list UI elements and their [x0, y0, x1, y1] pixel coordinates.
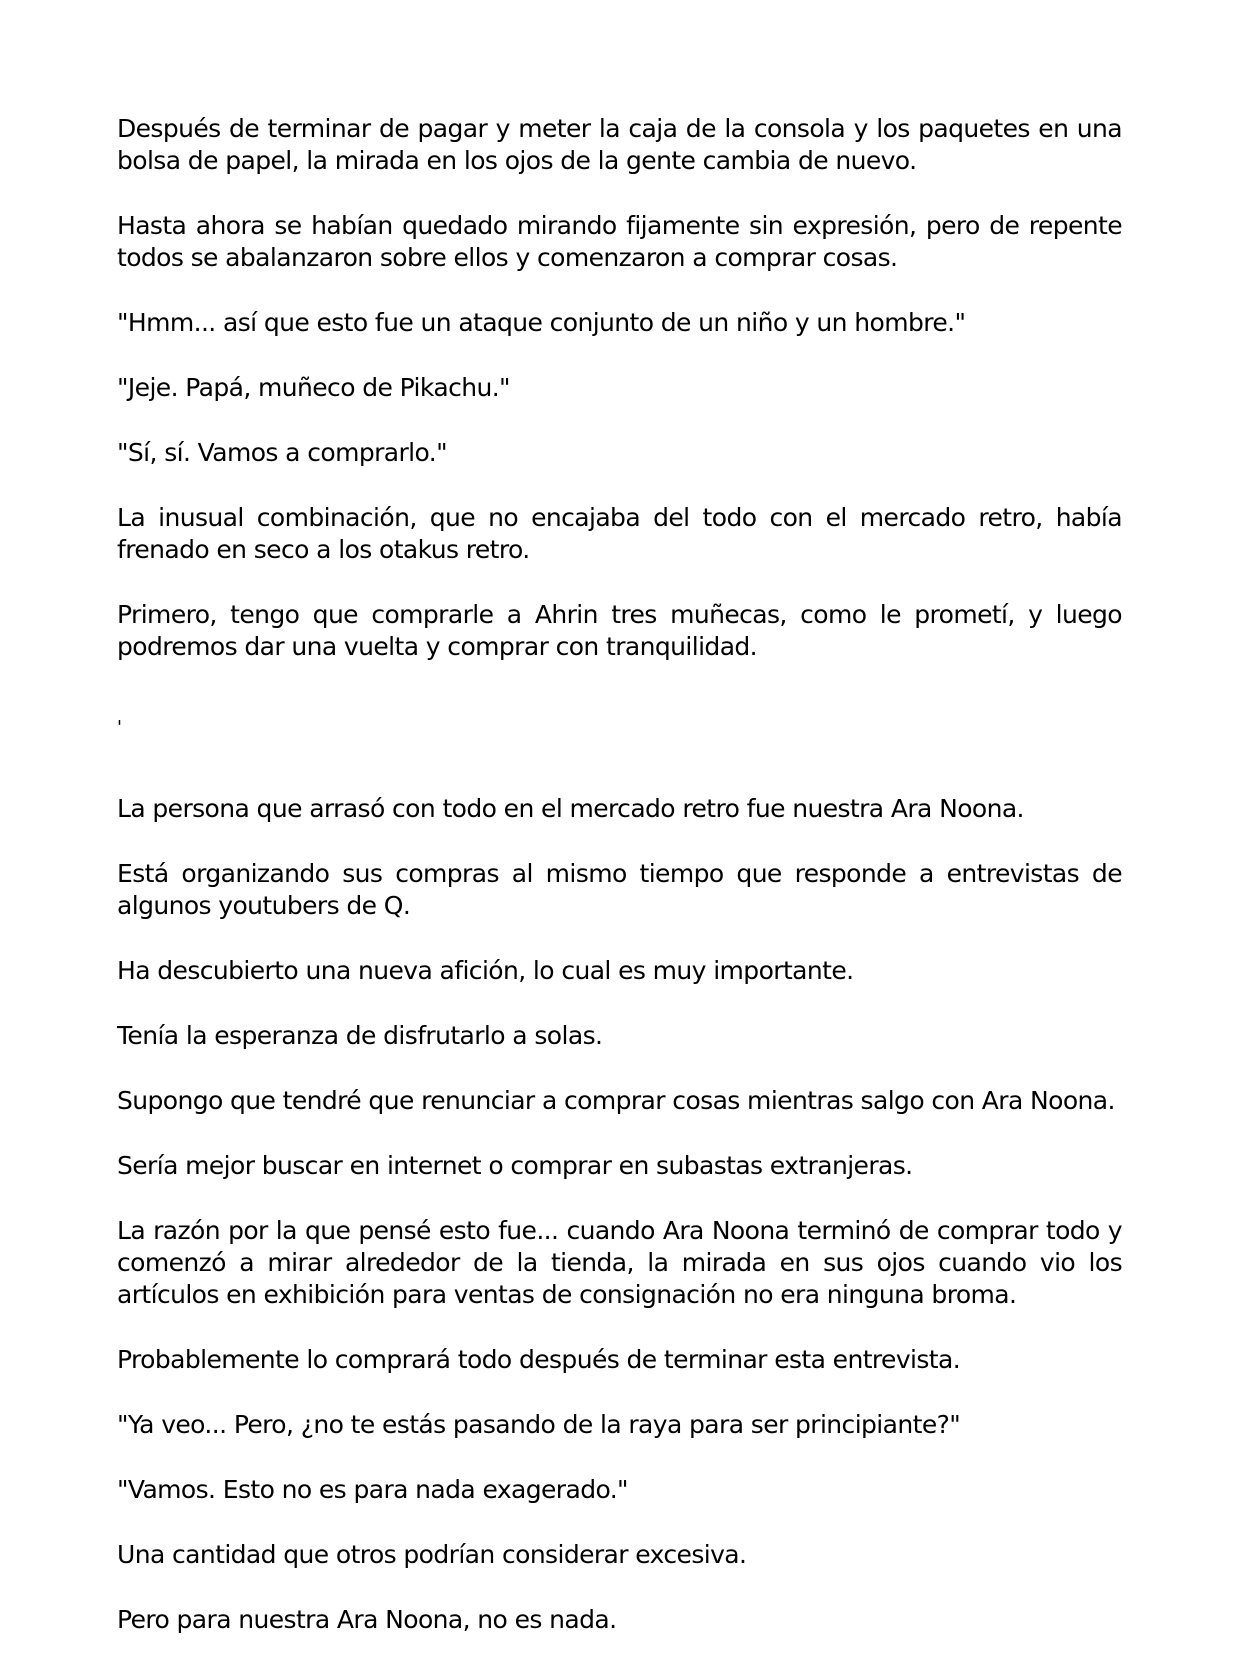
stray-mark: '	[117, 717, 122, 738]
paragraph: Ha descubierto una nueva afición, lo cual es muy importante.	[117, 956, 854, 985]
paragraph: Está organizando sus compras al mismo tiempo que responde a entrevistas de algunos youtubers de Q.	[117, 859, 1122, 920]
paragraph: La razón por la que pensé esto fue... cuando Ara Noona terminó de comprar todo y comenzó a mirar alrededor de la tienda, la mirada en sus ojos cuando vio los artículos en exhibición para ventas de consignación no era ninguna broma.	[117, 1216, 1122, 1309]
paragraph: Primero, tengo que comprarle a Ahrin tres muñecas, como le prometí, y luego podremos dar una vuelta y comprar con tranquilidad.	[117, 600, 1122, 661]
paragraph: La persona que arrasó con todo en el mercado retro fue nuestra Ara Noona.	[117, 794, 1024, 823]
document-body	[117, 113, 1122, 1669]
paragraph: Supongo que tendré que renunciar a comprar cosas mientras salgo con Ara Noona.	[117, 1086, 1115, 1115]
paragraph: Probablemente lo comprará todo después de terminar esta entrevista.	[117, 1345, 961, 1374]
paragraph: Hasta ahora se habían quedado mirando fijamente sin expresión, pero de repente todos se abalanzaron sobre ellos y comenzaron a comprar cosas.	[117, 211, 1122, 272]
paragraph: La inusual combinación, que no encajaba del todo con el mercado retro, había frenado en seco a los otakus retro.	[117, 503, 1122, 564]
paragraph: Pero para nuestra Ara Noona, no es nada.	[117, 1605, 617, 1634]
paragraph: "Hmm... así que esto fue un ataque conjunto de un niño y un hombre."	[117, 308, 966, 337]
paragraph: "Vamos. Esto no es para nada exagerado."	[117, 1475, 628, 1504]
paragraph: Una cantidad que otros podrían considerar excesiva.	[117, 1540, 747, 1569]
paragraph: Después de terminar de pagar y meter la caja de la consola y los paquetes en una bolsa de papel, la mirada en los ojos de la gente cambia de nuevo.	[117, 114, 1122, 175]
paragraph: "Jeje. Papá, muñeco de Pikachu."	[117, 373, 510, 402]
paragraph: "Ya veo... Pero, ¿no te estás pasando de la raya para ser principiante?"	[117, 1410, 961, 1439]
paragraph: Sería mejor buscar en internet o comprar en subastas extranjeras.	[117, 1151, 913, 1180]
paragraph: "Sí, sí. Vamos a comprarlo."	[117, 438, 448, 467]
paragraph: Tenía la esperanza de disfrutarlo a solas.	[117, 1021, 603, 1050]
